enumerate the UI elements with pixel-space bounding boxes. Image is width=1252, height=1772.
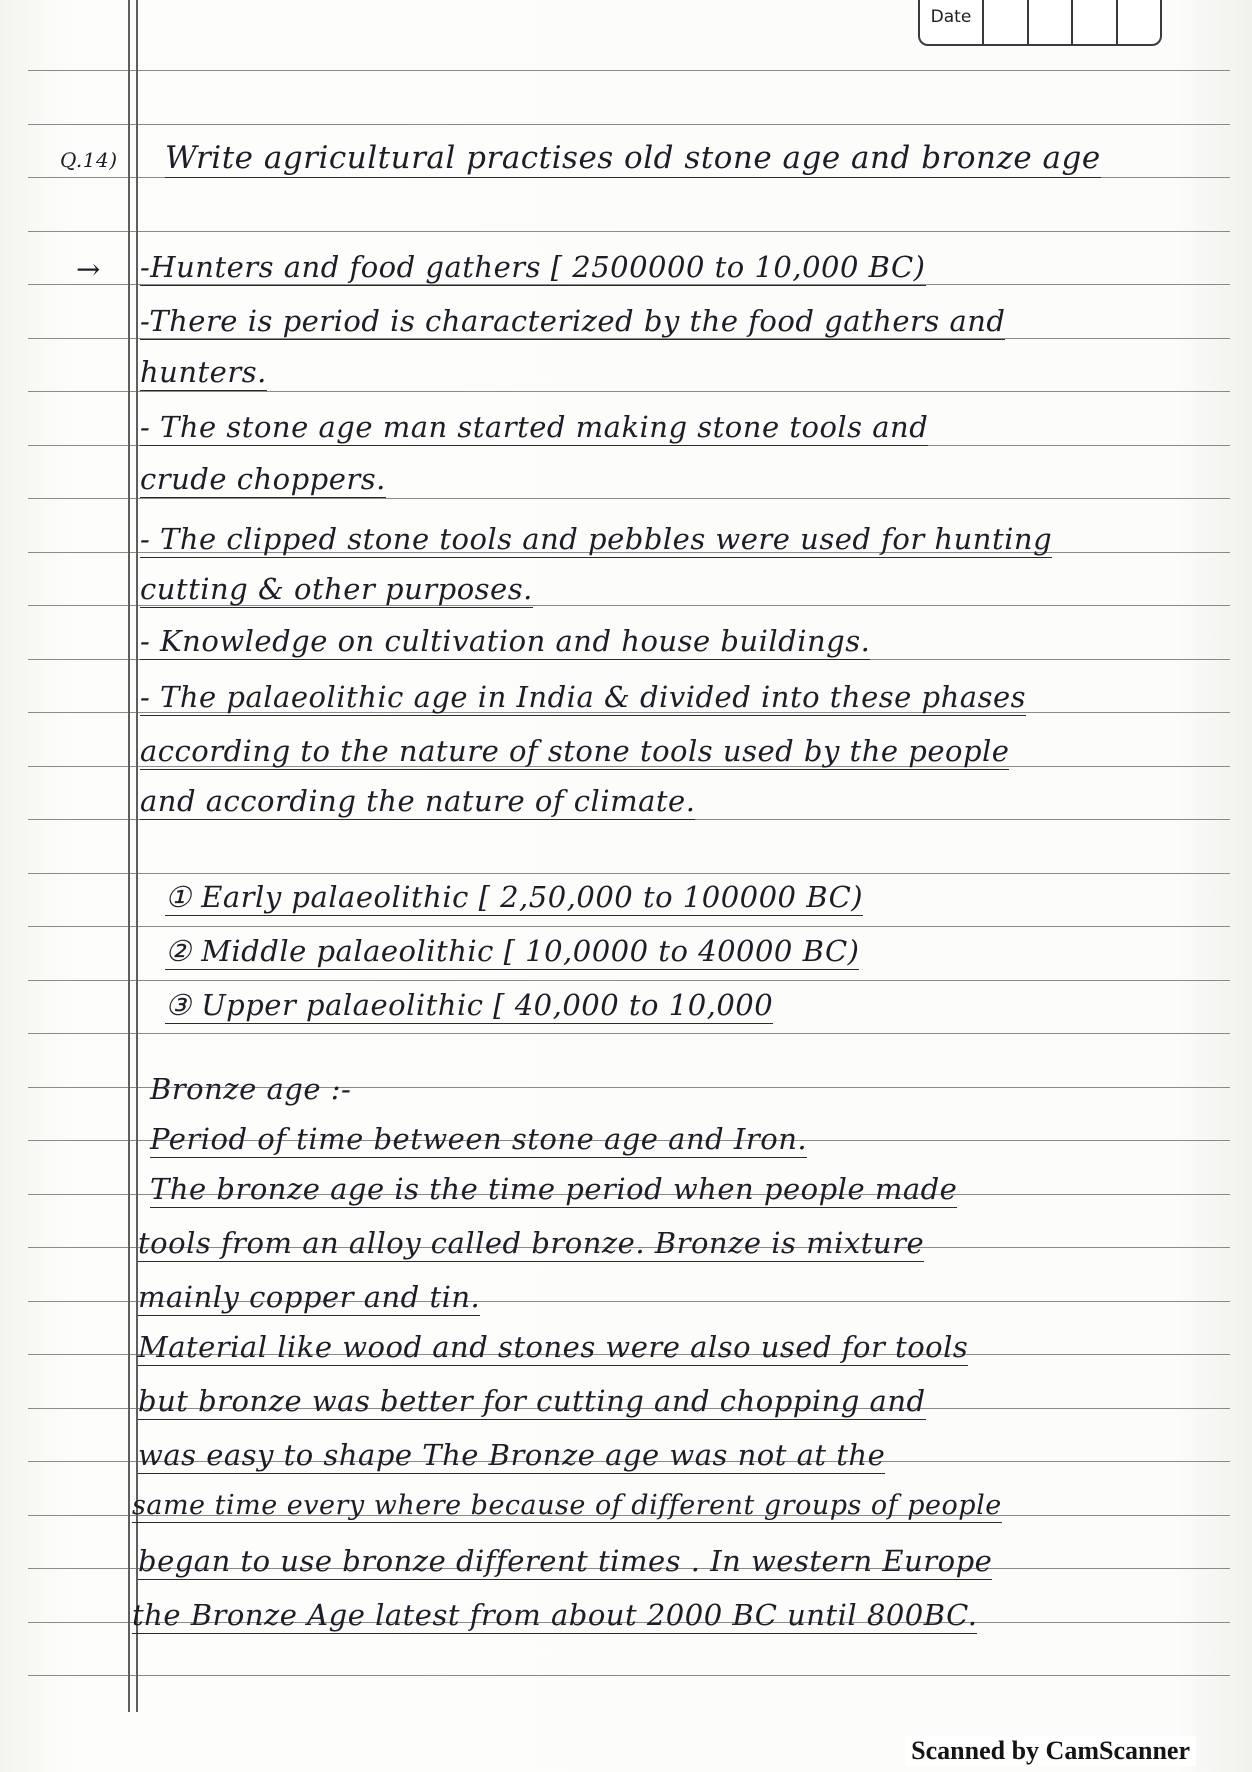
scanner-watermark: Scanned by CamScanner [905, 1736, 1196, 1766]
bronze-line: mainly copper and tin. [138, 1280, 481, 1314]
ruled-line [28, 70, 1230, 71]
ruled-line [28, 873, 1230, 874]
phase-item: ② Middle palaeolithic [ 10,0000 to 40000 BC) [165, 934, 860, 968]
bronze-line: began to use bronze different times . In western Europe [138, 1544, 993, 1578]
bronze-line: tools from an alloy called bronze. Bronze is mixture [138, 1226, 925, 1260]
bronze-line: same time every where because of different groups of people [132, 1490, 1002, 1521]
answer-line: crude choppers. [140, 462, 386, 496]
ruled-line [28, 391, 1230, 392]
date-cell [1118, 0, 1161, 44]
date-label: Date [920, 0, 984, 44]
answer-line: - Knowledge on cultivation and house buildings. [140, 624, 871, 658]
bronze-line: Material like wood and stones were also used for tools [138, 1330, 969, 1364]
phase-item: ③ Upper palaeolithic [ 40,000 to 10,000 [165, 988, 774, 1022]
ruled-line [28, 1675, 1230, 1676]
bronze-line: was easy to shape The Bronze age was not at the [138, 1438, 886, 1472]
date-box [918, 0, 1162, 46]
answer-line: -Hunters and food gathers [ 2500000 to 10,000 BC) [140, 250, 926, 284]
bronze-heading: Bronze age :- [150, 1072, 352, 1106]
arrow-icon: → [76, 252, 101, 286]
answer-line: according to the nature of stone tools used by the people [140, 734, 1010, 768]
bronze-line: but bronze was better for cutting and chopping and [138, 1384, 926, 1418]
phase-item: ① Early palaeolithic [ 2,50,000 to 100000 BC) [165, 880, 864, 914]
ruled-line [28, 231, 1230, 232]
answer-line: cutting & other purposes. [140, 572, 533, 606]
answer-line: and according the nature of climate. [140, 784, 696, 818]
ruled-line [28, 980, 1230, 981]
ruled-line [28, 124, 1230, 125]
answer-line: - The clipped stone tools and pebbles were used for hunting [140, 522, 1053, 556]
answer-line: hunters. [140, 355, 267, 389]
question-number: Q.14) [60, 148, 118, 172]
date-cell [984, 0, 1029, 44]
date-cell [1073, 0, 1118, 44]
question-title: Write agricultural practises old stone age and bronze age [165, 140, 1101, 176]
date-cell [1029, 0, 1074, 44]
ruled-line [28, 1033, 1230, 1034]
answer-line: - The stone age man started making stone tools and [140, 410, 929, 444]
margin-line [128, 0, 130, 1712]
answer-line: - The palaeolithic age in India & divided into these phases [140, 680, 1026, 714]
answer-line: -There is period is characterized by the food gathers and [140, 304, 1006, 338]
ruled-line [28, 498, 1230, 499]
ruled-line [28, 926, 1230, 927]
bronze-line: The bronze age is the time period when people made [150, 1172, 958, 1206]
bronze-line: the Bronze Age latest from about 2000 BC until 800BC. [132, 1598, 978, 1632]
bronze-line: Period of time between stone age and Iron. [150, 1122, 808, 1156]
